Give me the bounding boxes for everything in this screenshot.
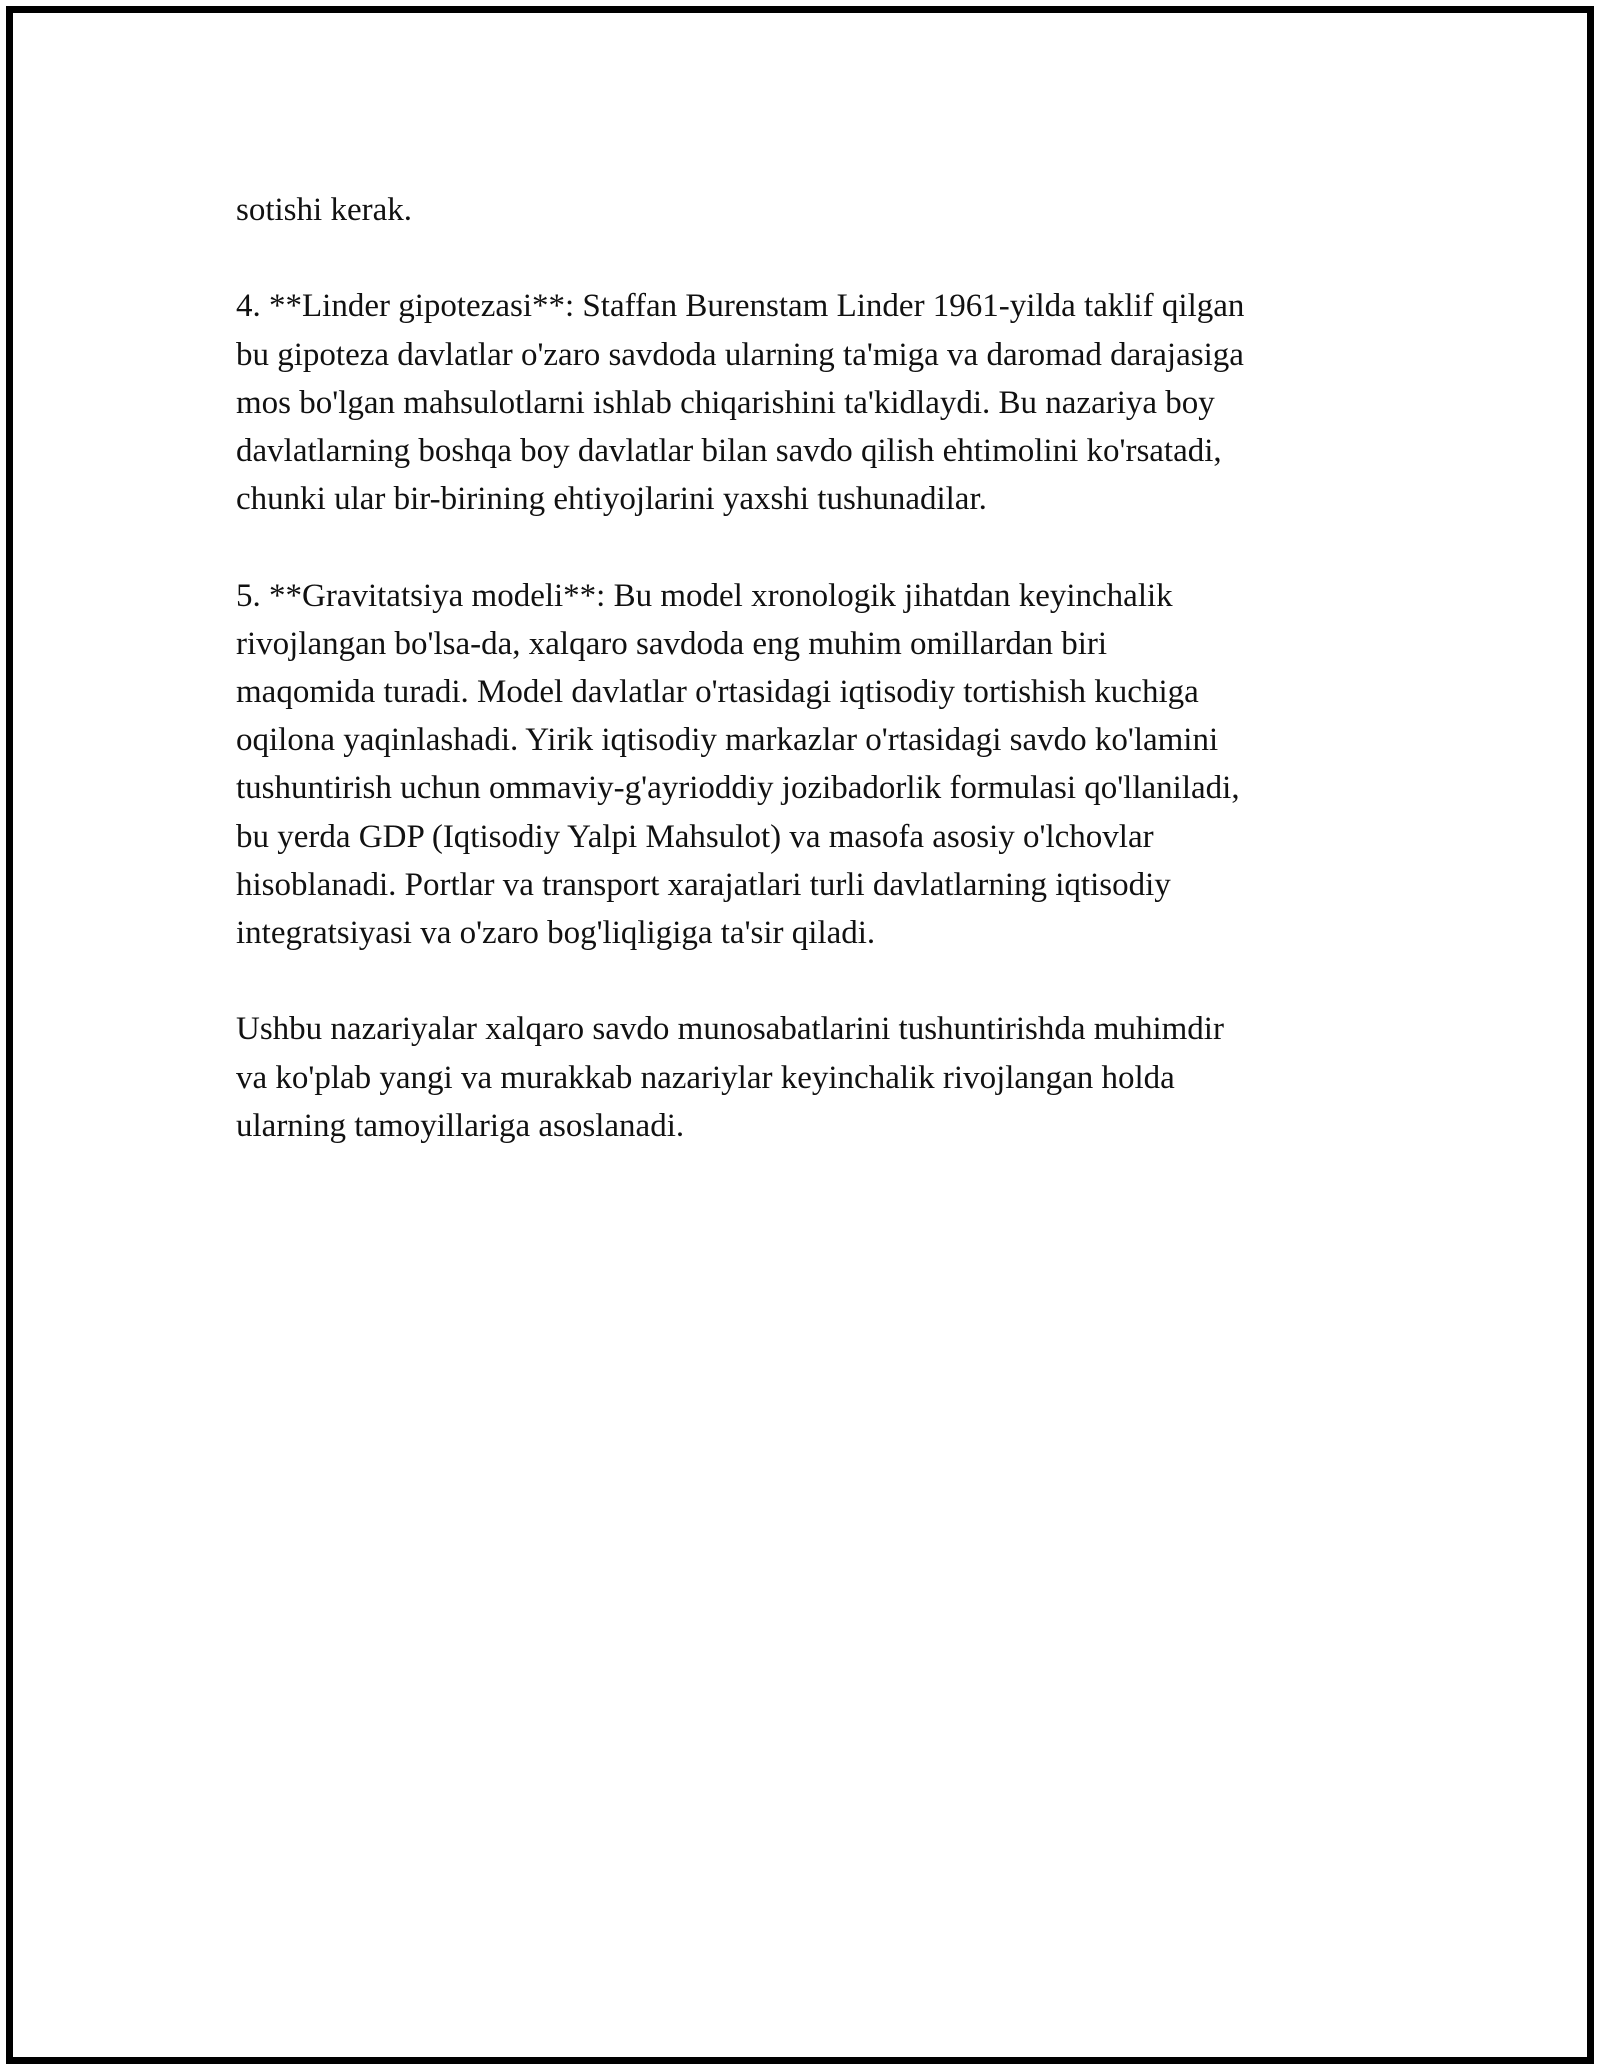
- paragraph-conclusion: Ushbu nazariyalar xalqaro savdo munosabatlarini tushuntirishda muhimdir va ko'plab yangi va murakkab nazariylar keyinchalik rivojlangan holda ularning tamoyillariga asoslanadi.: [236, 1011, 1224, 1144]
- paragraph-gravity-model: 5. **Gravitatsiya modeli**: Bu model xronologik jihatdan keyinchalik rivojlangan bo'lsa-da, xalqaro savdoda eng muhim omillardan biri maqomida turadi. Model davlatlar o'rtasidagi iqtisodiy tortishish kuchiga oqilona yaqinlashadi. Yirik iqtisodiy markazlar o'rtasidagi savdo ko'lamini tushuntirish uchun ommaviy-g'ayrioddiy jozibadorlik formulasi qo'llaniladi, bu yerda GDP (Iqtisodiy Yalpi Mahsulot) va masofa asosiy o'lchovlar hisoblanadi. Portlar va transport xarajatlari turli davlatlarning iqtisodiy integratsiyasi va o'zaro bog'liqligiga ta'sir qiladi.: [236, 577, 1240, 952]
- paragraph-linder-hypothesis: 4. **Linder gipotezasi**: Staffan Burenstam Linder 1961-yilda taklif qilgan bu gipoteza davlatlar o'zaro savdoda ularning ta'miga va daromad darajasiga mos bo'lgan mahsulotlarni ishlab chiqarishini ta'kidlaydi. Bu nazariya boy davlatlarning boshqa boy davlatlar bilan savdo qilish ehtimolini ko'rsatadi, chunki ular bir-birining ehtiyojlarini yaxshi tushunadilar.: [236, 288, 1245, 518]
- paragraph-continuation: sotishi kerak.: [236, 192, 412, 228]
- document-body: [236, 186, 1396, 1198]
